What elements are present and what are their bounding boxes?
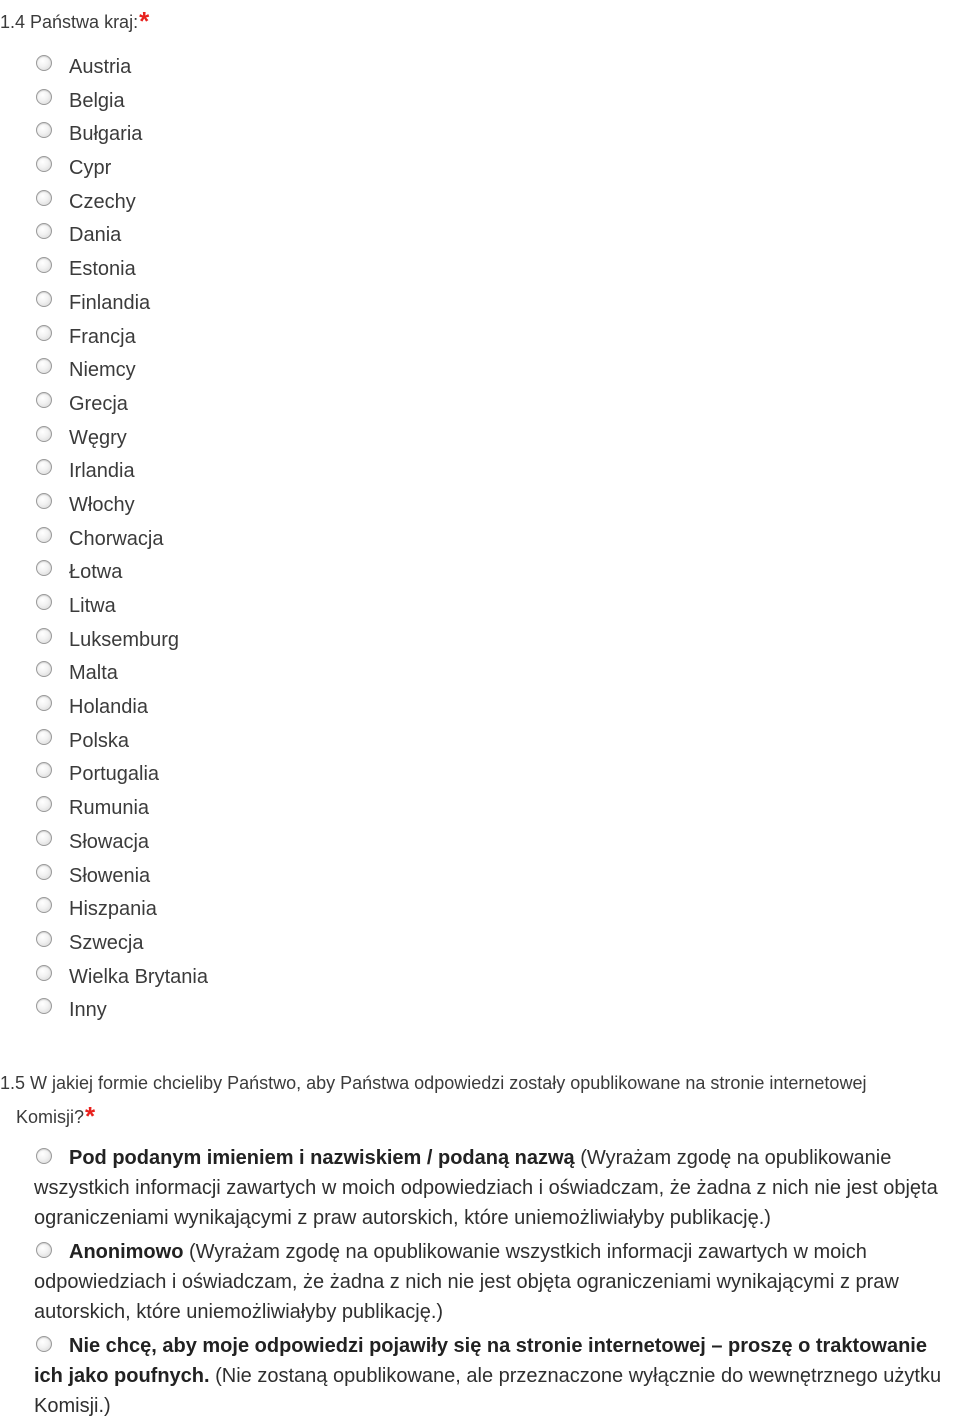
- country-option-label: Malta: [69, 662, 118, 685]
- country-option-label: Rumunia: [69, 797, 150, 820]
- country-option-label: Grecja: [69, 392, 128, 415]
- radio-button-icon[interactable]: [36, 864, 52, 880]
- radio-button-icon[interactable]: [36, 594, 52, 610]
- radio-button-icon[interactable]: [36, 560, 52, 576]
- country-option-label: Inny: [69, 999, 107, 1022]
- radio-button-icon[interactable]: [36, 628, 52, 644]
- radio-button-icon[interactable]: [36, 55, 52, 71]
- country-option-label: Dania: [69, 224, 122, 247]
- country-option-label: Węgry: [69, 426, 127, 449]
- publication-option-text: [34, 1237, 954, 1327]
- country-option-label: Irlandia: [69, 460, 135, 483]
- radio-button-icon[interactable]: [36, 426, 52, 442]
- country-option-label: Luksemburg: [69, 628, 180, 651]
- country-option-label: Włochy: [69, 493, 135, 516]
- question-1-5-label: [0, 1067, 960, 1134]
- radio-button-icon[interactable]: [36, 661, 52, 677]
- radio-button-icon[interactable]: [36, 931, 52, 947]
- country-option-label: Estonia: [69, 258, 136, 281]
- radio-button-icon[interactable]: [36, 190, 52, 206]
- radio-button-icon[interactable]: [36, 897, 52, 913]
- publication-option-text: [34, 1143, 954, 1233]
- radio-button-icon[interactable]: [36, 358, 52, 374]
- radio-button-icon[interactable]: [36, 695, 52, 711]
- publication-option-detail: (Wyrażam zgodę na opublikowanie wszystkich informacji zawartych w moich odpowiedziach i oświadczam, że żadna z nich nie jest objęta ograniczeniami wynikającymi z praw autorskich, które uniemożliwiałyby publikację.): [34, 1147, 938, 1229]
- radio-button-icon[interactable]: [36, 762, 52, 778]
- publication-option-confidential[interactable]: [34, 1331, 954, 1421]
- radio-button-icon[interactable]: [36, 1336, 52, 1352]
- country-option-label: Finlandia: [69, 291, 151, 314]
- radio-button-icon[interactable]: [36, 392, 52, 408]
- radio-button-icon[interactable]: [36, 325, 52, 341]
- country-option-label: Szwecja: [69, 931, 144, 954]
- radio-button-icon[interactable]: [36, 291, 52, 307]
- publication-option-detail: (Nie zostaną opublikowane, ale przeznaczone wyłącznie do wewnętrznego użytku Komisji.): [34, 1365, 942, 1417]
- radio-button-icon[interactable]: [36, 89, 52, 105]
- country-option-label: Czechy: [69, 190, 136, 213]
- country-option-label: Belgia: [69, 89, 125, 112]
- radio-button-icon[interactable]: [36, 796, 52, 812]
- radio-button-icon[interactable]: [36, 965, 52, 981]
- required-asterisk: *: [139, 6, 150, 36]
- country-option-label: Bułgaria: [69, 123, 143, 146]
- radio-button-icon[interactable]: [36, 257, 52, 273]
- radio-button-icon[interactable]: [36, 1242, 52, 1258]
- country-option-label: Słowenia: [69, 864, 151, 887]
- publication-option-bold: Pod podanym imieniem i nazwiskiem / podaną nazwą: [69, 1147, 575, 1169]
- required-asterisk: *: [85, 1101, 96, 1131]
- country-option-label: Portugalia: [69, 763, 160, 786]
- country-option-label: Holandia: [69, 696, 148, 719]
- radio-button-icon[interactable]: [36, 459, 52, 475]
- question-1-5-text-line2: Komisji?: [16, 1107, 85, 1127]
- publication-option-bold: Anonimowo: [69, 1241, 184, 1263]
- publication-option-detail: (Wyrażam zgodę na opublikowanie wszystkich informacji zawartych w moich odpowiedziach i oświadczam, że żadna z nich nie jest objęta ograniczeniami wynikającymi z praw autorskich, które uniemożliwiałyby publikację.): [34, 1241, 899, 1323]
- radio-button-icon[interactable]: [36, 493, 52, 509]
- question-1-5-text-line2-wrap: [0, 1100, 960, 1134]
- question-1-4-label: [0, 6, 149, 37]
- country-option-label: Niemcy: [69, 359, 136, 382]
- radio-button-icon[interactable]: [36, 122, 52, 138]
- radio-button-icon[interactable]: [36, 998, 52, 1014]
- country-option-label: Słowacja: [69, 830, 150, 853]
- country-option-label: Cypr: [69, 157, 112, 180]
- publication-option-text: [34, 1331, 954, 1421]
- radio-button-icon[interactable]: [36, 527, 52, 543]
- question-1-4-text: 1.4 Państwa kraj:: [0, 12, 139, 32]
- country-option-label: Wielka Brytania: [69, 965, 208, 988]
- radio-button-icon[interactable]: [36, 729, 52, 745]
- publication-option-bold: Nie chcę, aby moje odpowiedzi pojawiły się na stronie internetowej – proszę o traktowanie ich jako poufnych.: [34, 1335, 927, 1387]
- country-option-label: Litwa: [69, 595, 116, 617]
- radio-button-icon[interactable]: [36, 156, 52, 172]
- country-option-label: Hiszpania: [69, 898, 157, 921]
- country-option-label: Austria: [69, 56, 132, 78]
- country-option-label: Francja: [69, 325, 136, 348]
- publication-option-anonymous[interactable]: [34, 1237, 954, 1327]
- question-1-5-text-line1: 1.5 W jakiej formie chcieliby Państwo, aby Państwa odpowiedzi zostały opublikowane na stronie internetowej: [0, 1073, 867, 1093]
- country-option-label: Łotwa: [69, 561, 123, 584]
- country-option-label: Polska: [69, 729, 130, 752]
- country-option-label: Chorwacja: [69, 527, 164, 550]
- publication-option-named[interactable]: [34, 1143, 954, 1233]
- radio-button-icon[interactable]: [36, 830, 52, 846]
- radio-button-icon[interactable]: [36, 1148, 52, 1164]
- radio-button-icon[interactable]: [36, 223, 52, 239]
